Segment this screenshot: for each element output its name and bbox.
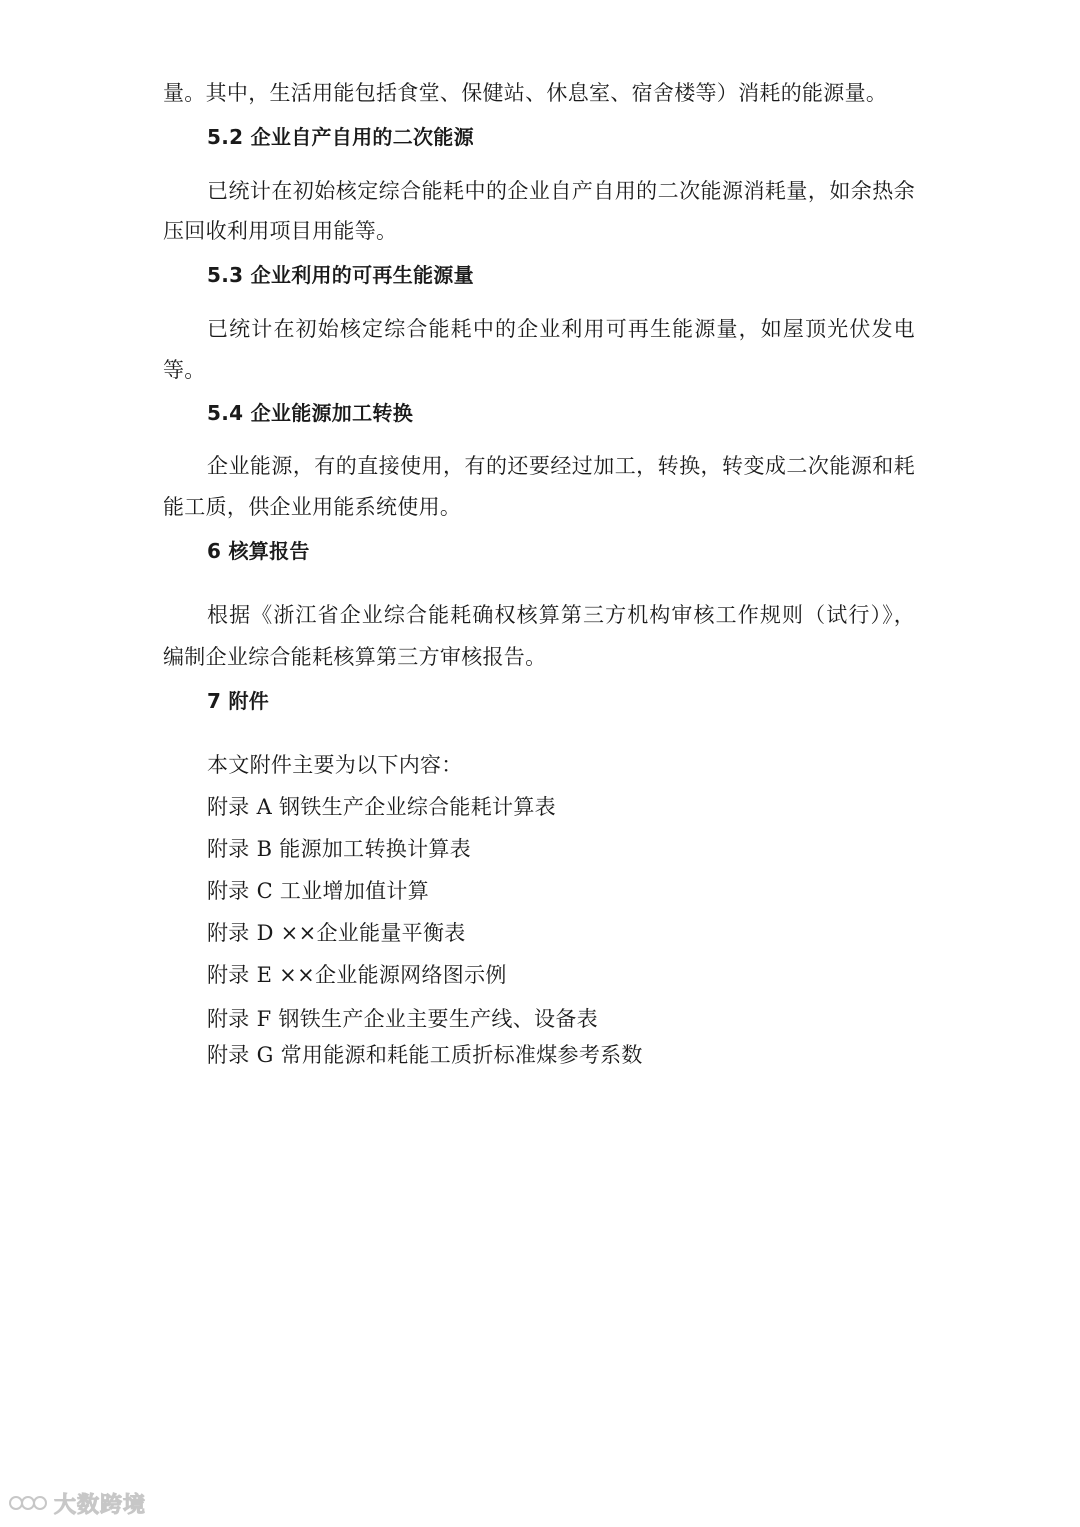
paragraph-5-4-line-1: 企业能源，有的直接使用，有的还要经过加工，转换，转变成二次能源和耗 xyxy=(207,454,915,478)
watermark xyxy=(8,1488,146,1518)
appendix-intro: 本文附件主要为以下内容： xyxy=(207,753,463,777)
heading-5-4: 5.4 企业能源加工转换 xyxy=(207,401,413,425)
appendix-item-c: 附录 C 工业增加值计算 xyxy=(207,879,430,903)
appendix-item-f: 附录 F 钢铁生产企业主要生产线、设备表 xyxy=(207,1007,598,1031)
appendix-item-e: 附录 E ××企业能源网络图示例 xyxy=(207,963,507,987)
paragraph-5-3-line-2: 等。 xyxy=(163,358,206,382)
paragraph-5-2-line-2: 压回收利用项目用能等。 xyxy=(163,219,398,243)
heading-5-3: 5.3 企业利用的可再生能源量 xyxy=(207,263,474,287)
watermark-logo-icon xyxy=(8,1492,48,1514)
appendix-item-g: 附录 G 常用能源和耗能工质折标准煤参考系数 xyxy=(207,1043,643,1067)
appendix-item-a: 附录 A 钢铁生产企业综合能耗计算表 xyxy=(207,795,556,819)
appendix-item-b: 附录 B 能源加工转换计算表 xyxy=(207,837,471,861)
paragraph-6-line-2: 编制企业综合能耗核算第三方审核报告。 xyxy=(163,645,547,669)
heading-6: 6 核算报告 xyxy=(207,539,310,563)
watermark-text: 大数跨境 xyxy=(54,1492,147,1518)
paragraph-5-1-tail: 量。其中，生活用能包括食堂、保健站、休息室、宿舍楼等）消耗的能源量。 xyxy=(163,81,888,105)
paragraph-5-2-line-1: 已统计在初始核定综合能耗中的企业自产自用的二次能源消耗量，如余热余 xyxy=(207,179,915,203)
paragraph-5-4-line-2: 能工质，供企业用能系统使用。 xyxy=(163,495,462,519)
appendix-item-d: 附录 D ××企业能量平衡表 xyxy=(207,921,466,945)
paragraph-6-line-1: 根据《浙江省企业综合能耗确权核算第三方机构审核工作规则（试行）》， xyxy=(207,603,915,627)
heading-5-2: 5.2 企业自产自用的二次能源 xyxy=(207,125,474,149)
heading-7: 7 附件 xyxy=(207,689,270,713)
paragraph-5-3-line-1: 已统计在初始核定综合能耗中的企业利用可再生能源量，如屋顶光伏发电 xyxy=(207,317,915,341)
